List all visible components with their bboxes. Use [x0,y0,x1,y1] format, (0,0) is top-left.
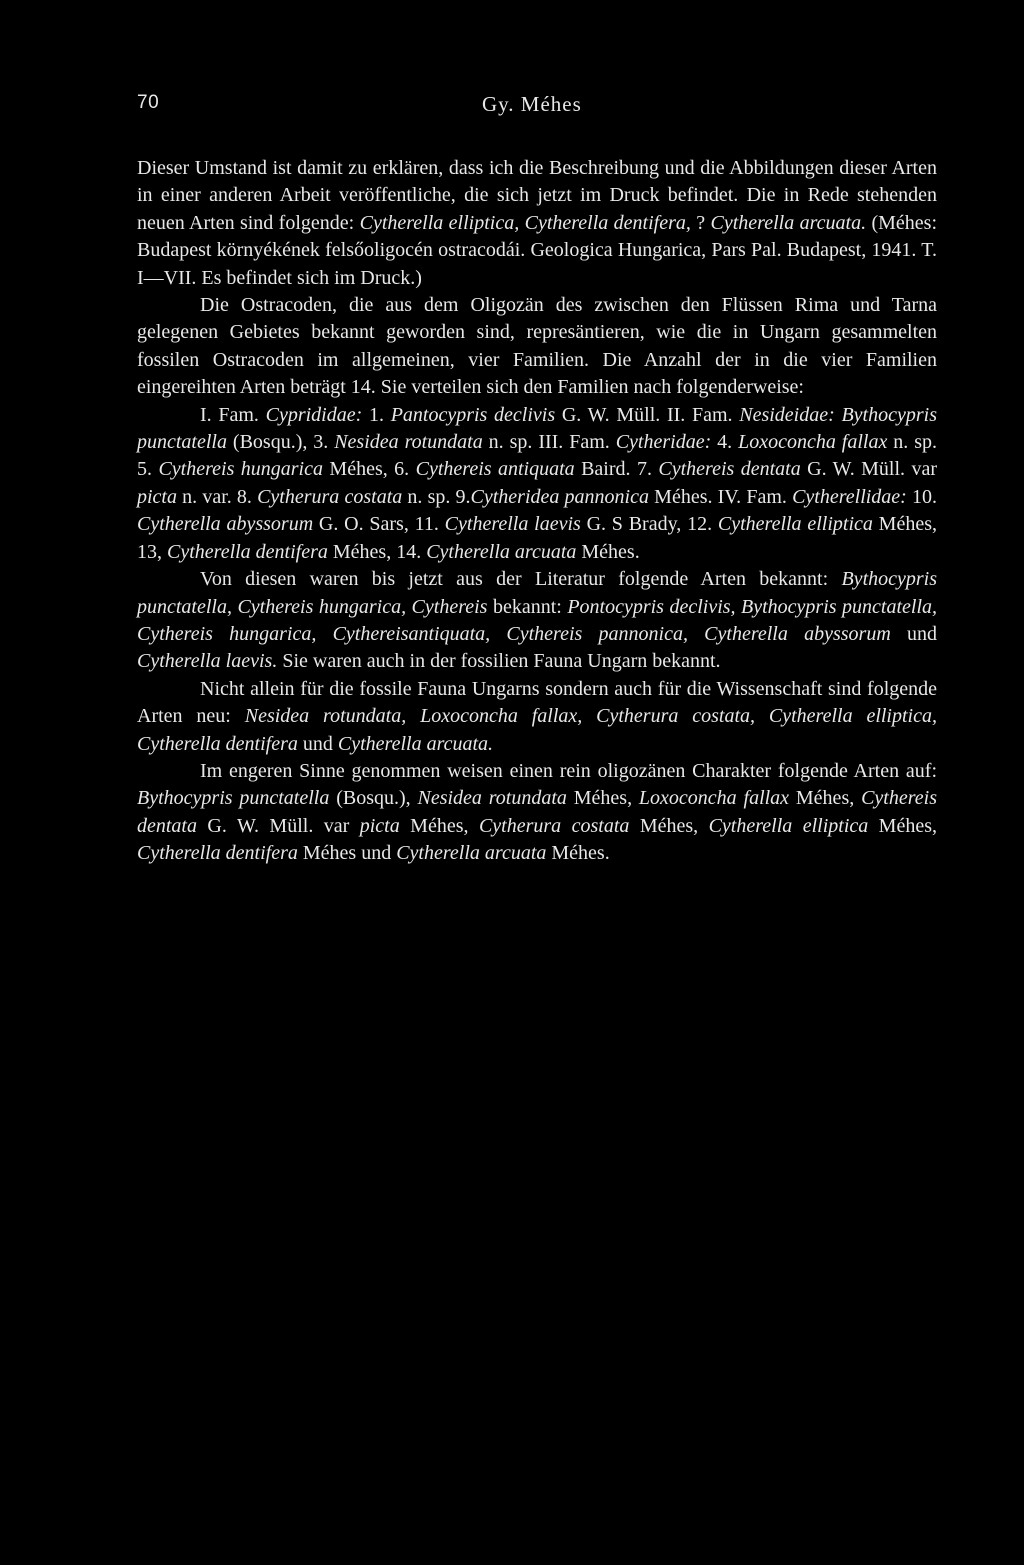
italic-taxon-text: Cytheridea pannonica [470,485,649,508]
page-number: 70 [137,92,160,113]
text-run: und [890,622,937,645]
italic-taxon-text: Nesideidae: Bythocypris punctatella [137,403,937,454]
text-run: Méhes. IV. Fam. [649,485,793,508]
text-run: G. W. Müll. var [197,814,360,837]
text-run: Die Ostracoden, die aus dem Oligozän des zwischen den Flüssen Rima und Tarna gelegenen Gebietes bekannt geworden sind, represäntieren, wie die in Ungarn gesammelten fossilen Ostracoden im allgemeinen, vier Familien. Die Anzahl der in die vier Familien eingereihten Arten beträgt 14. Sie verteilen sich den Familien nach folgenderweise: [137,294,937,399]
text-run: Méhes, [566,787,639,810]
italic-taxon-text: Nesidea rotundata [417,787,567,810]
running-title: Gy. Méhes [482,92,582,116]
italic-taxon-text: Bythocypris punctatella [137,787,330,810]
italic-taxon-text: Loxoconcha fallax [638,787,790,810]
italic-taxon-text: Cytherella elliptica [708,814,869,837]
italic-taxon-text: Nesidea rotundata, Loxoconcha fallax, Cytherura costata, Cytherella elliptica, Cytherella dentifera [137,705,937,755]
text-run: (Bosqu.), [329,787,418,810]
italic-taxon-text: Cytherella elliptica [717,513,873,536]
body-text [137,155,937,868]
italic-taxon-text: Cytherella arcuata [426,540,577,563]
italic-taxon-text: Cytherura costata [257,485,403,508]
italic-taxon-text: Cytherella arcuata. [710,211,867,234]
paragraph [137,676,937,758]
italic-taxon-text: Cytherella arcuata. [337,732,494,755]
text-run: ? [690,211,711,234]
text-run: Méhes. [546,842,610,865]
italic-taxon-text: picta [137,485,177,508]
paragraph [137,566,937,676]
text-run: Méhes, [629,814,709,837]
text-run: n. sp. 5. [137,431,937,481]
text-run: n. var. 8. [177,485,258,508]
italic-taxon-text: Cytherura costata [478,814,630,837]
italic-taxon-text: Loxoconcha fallax [738,431,888,454]
text-run: Méhes, 13, [137,513,937,563]
paragraph [137,155,937,292]
italic-taxon-text: Nesidea rotundata [334,431,483,454]
text-run: Méhes und [297,842,397,865]
italic-taxon-text: Cythereis hungarica [158,458,323,481]
text-run: Méhes, 6. [323,458,416,481]
text-run: G. O. Sars, 11. [313,513,445,536]
text-run: Méhes, 14. [327,540,427,563]
text-run: G. S Brady, 12. [580,513,718,536]
italic-taxon-text: Cytherella dentifera [167,540,328,563]
text-run: 1. [362,403,391,426]
italic-taxon-text: Cytherella laevis. [137,650,278,673]
text-run: Sie waren auch in der fossilien Fauna Ungarn bekannt. [277,650,721,673]
text-run: Nicht allein für die fossile Fauna Ungarns sondern auch für die Wissenschaft sind folgende Arten neu: [137,677,937,728]
italic-taxon-text: Cytheridae: [615,431,712,454]
italic-taxon-text: Pantocypris declivis [390,403,556,426]
italic-taxon-text: Cythereis dentata [137,787,937,837]
text-run: Dieser Umstand ist damit zu erklären, dass ich die Beschreibung und die Abbildungen dieser Arten in einer anderen Arbeit veröffentliche, die sich jetzt im Druck befindet. Die in Rede stehenden neuen Arten sind folgende: [137,157,937,234]
paragraph [137,758,937,868]
italic-taxon-text: Cytherellidae: [792,485,907,508]
text-run: 4. [711,431,739,454]
text-run: (Bosqu.), 3. [226,431,335,454]
text-run: bekannt: [487,595,568,618]
italic-taxon-text: Bythocypris punctatella, Cythereis hungarica, Cythereis [137,568,937,618]
text-run: G. W. Müll. II. Fam. [555,403,740,426]
text-run: I. Fam. [200,403,266,426]
text-run: Baird. 7. [574,458,659,481]
text-run: 10. [906,485,938,508]
italic-taxon-text: picta [359,814,400,837]
italic-taxon-text: Cytherella laevis [444,513,581,536]
text-run: Méhes, [399,814,479,837]
italic-taxon-text: Cytherella arcuata [396,842,547,865]
italic-taxon-text: Cyprididae: [265,403,363,426]
text-run: n. sp. 9. [402,485,471,508]
text-run: Méhes, [868,814,938,837]
paragraph [137,402,937,566]
italic-taxon-text: Cytherella elliptica, Cytherella dentifera, [359,211,691,234]
text-run: und [297,732,338,755]
italic-taxon-text: Cythereis dentata [658,458,801,481]
text-run: Von diesen waren bis jetzt aus der Literatur folgende Arten bekannt: [200,568,842,591]
italic-taxon-text: Cytherella dentifera [137,842,298,865]
italic-taxon-text: Cytherella abyssorum [137,513,314,536]
text-run: Méhes. [576,540,640,563]
italic-taxon-text: Cythereis antiquata [415,458,575,481]
paragraph [137,292,937,402]
italic-taxon-text: Pontocypris declivis, Bythocypris punctatella, Cythereis hungarica, Cythereisantiquata, Cythereis pannonica, Cytherella abyssorum [137,595,938,645]
text-run: Méhes, [789,787,862,810]
text-run: (Méhes: Budapest környékének felsőoligocén ostracodái. Geologica Hungarica, Pars Pal. Budapest, 1941. T. I—VII. Es befindet sich im Druck.) [137,211,938,289]
text-run: Im engeren Sinne genommen weisen einen rein oligozänen Charakter folgende Arten auf: [200,759,937,782]
text-run: n. sp. III. Fam. [482,431,616,454]
text-run: G. W. Müll. var [800,458,938,481]
